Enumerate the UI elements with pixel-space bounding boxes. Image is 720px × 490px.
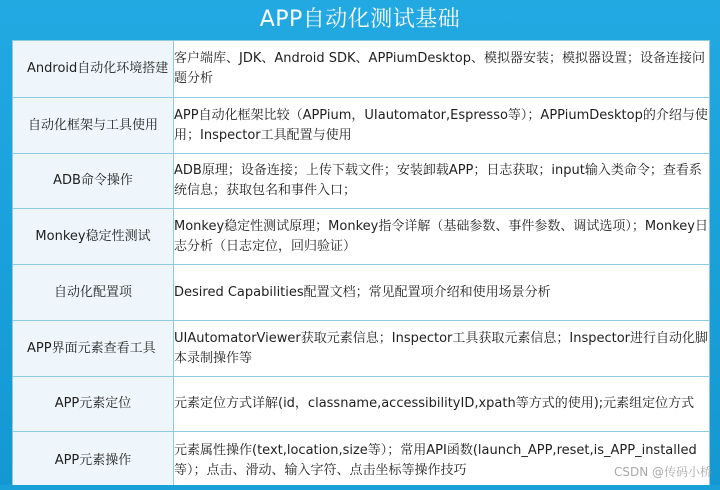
description-cell: 元素属性操作(text,location,size等）；常用API函数(launch_APP,reset,is_APP_installed等）；点击、滑动、输入字符、点击坐标等操作技巧 (174, 432, 710, 490)
table-row (13, 209, 710, 265)
curriculum-table (12, 40, 710, 490)
description-cell: Monkey稳定性测试原理；Monkey指令详解（基础参数、事件参数、调试选项）；Monkey日志分析（日志定位，回归验证） (174, 209, 710, 265)
watermark: CSDN @传码小桥 (613, 465, 712, 479)
topic-cell: 自动化配置项 (13, 265, 174, 321)
topic-cell: ADB命令操作 (13, 154, 174, 209)
topic-cell: APP元素操作 (13, 432, 174, 490)
table-row (13, 377, 710, 432)
description-cell: ADB原理；设备连接；上传下载文件；安装卸载APP；日志获取；input输入类命令；查看系统信息；获取包名和事件入口； (174, 154, 710, 209)
description-cell: 元素定位方式详解(id，classname,accessibilityID,xpath等方式的使用);元素组定位方式 (174, 377, 710, 432)
table-row (13, 321, 710, 377)
topic-cell: Android自动化环境搭建 (13, 41, 174, 98)
description-cell: UIAutomatorViewer获取元素信息；Inspector工具获取元素信息；Inspector进行自动化脚本录制操作等 (174, 321, 710, 377)
description-cell: 客户端库、JDK、Android SDK、APPiumDesktop、模拟器安装；模拟器设置；设备连接问题分析 (174, 41, 710, 98)
table-row (13, 41, 710, 98)
table-row (13, 98, 710, 154)
topic-cell: 自动化框架与工具使用 (13, 98, 174, 154)
topic-cell: APP界面元素查看工具 (13, 321, 174, 377)
table-row (13, 265, 710, 321)
topic-cell: Monkey稳定性测试 (13, 209, 174, 265)
table-row (13, 154, 710, 209)
page-title: APP自动化测试基础 (259, 7, 461, 32)
table-row (13, 432, 710, 490)
description-cell: APP自动化框架比较（APPium，UIautomator,Espresso等）；APPiumDesktop的介绍与使用；Inspector工具配置与使用 (174, 98, 710, 154)
description-cell: Desired Capabilities配置文档；常见配置项介绍和使用场景分析 (174, 265, 710, 321)
topic-cell: APP元素定位 (13, 377, 174, 432)
bottom-strip (0, 485, 720, 490)
